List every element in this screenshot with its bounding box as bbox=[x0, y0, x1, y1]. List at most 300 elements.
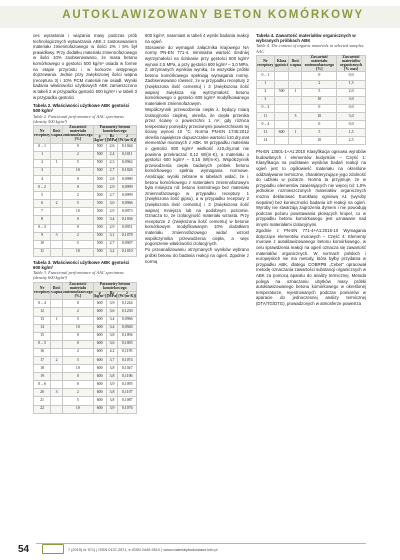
table-cell: 500 bbox=[93, 167, 106, 175]
table-cell: 2,9 bbox=[106, 208, 118, 216]
table-cell: 2,3 bbox=[106, 159, 118, 167]
table-cell: 2,9 bbox=[106, 224, 118, 232]
table-cell: 10 bbox=[302, 137, 337, 145]
table-cell: 500 bbox=[93, 232, 106, 240]
table-cell: 500 bbox=[93, 159, 106, 167]
table-2-caption bbox=[33, 103, 137, 124]
table-3 bbox=[33, 282, 137, 414]
table-cell: 10 bbox=[63, 208, 93, 216]
group-header: Parametry betonu komórkowego bbox=[93, 125, 137, 134]
table-cell: 0 bbox=[63, 381, 93, 389]
col-header: Rc [MPa] bbox=[106, 133, 118, 142]
table-cell: 0,0 bbox=[337, 104, 366, 112]
table-cell: 1 bbox=[51, 159, 63, 167]
table-row bbox=[34, 381, 137, 389]
caption-pl: Tabela 2. Właściwości użytkowe ABK gęstości 500 kg/m³ bbox=[33, 103, 130, 114]
col-header: Zawartość materiału zmiennofazowego [%] bbox=[63, 282, 93, 298]
table-cell: 5 bbox=[63, 200, 93, 208]
column-1 bbox=[33, 33, 137, 414]
table-cell bbox=[274, 72, 289, 80]
table-cell: 3,8 bbox=[106, 389, 118, 397]
table-cell: 0 bbox=[63, 373, 93, 381]
table-cell bbox=[51, 405, 63, 413]
table-cell bbox=[274, 80, 289, 88]
col-header: Rc [MPa] bbox=[106, 290, 118, 299]
table-cell: 13 bbox=[257, 129, 275, 137]
col-header: Zawartość materiałów organicznych [% mas] bbox=[337, 55, 366, 72]
table-row bbox=[34, 300, 137, 308]
table-4-caption bbox=[256, 33, 366, 54]
table-cell bbox=[51, 248, 63, 256]
table-cell: 0,0966 bbox=[118, 316, 137, 324]
table-cell: 0 bbox=[63, 224, 93, 232]
table-row bbox=[34, 184, 137, 192]
table-cell: 600 bbox=[93, 308, 106, 316]
table-cell: 500 bbox=[93, 192, 106, 200]
section-title: AUTOKLAWIZOWANY BETON KOMÓRKOWY bbox=[62, 9, 364, 21]
caption-en: Table 4. The content of organic materials in selected samples AAC bbox=[256, 43, 364, 54]
table-cell: 3,4 bbox=[106, 316, 118, 324]
table-cell: 3,4 bbox=[106, 324, 118, 332]
table-cell: 3,0 bbox=[337, 96, 366, 104]
table-4 bbox=[256, 55, 366, 145]
table-cell: 0,1010 bbox=[118, 248, 137, 256]
table-cell bbox=[51, 192, 63, 200]
table-cell: 15 bbox=[34, 332, 51, 340]
table-cell: 0 bbox=[63, 300, 93, 308]
table-row bbox=[34, 248, 137, 256]
table-row bbox=[34, 405, 137, 413]
table-cell: 4 bbox=[34, 175, 51, 183]
table-row bbox=[34, 224, 137, 232]
table-2-body bbox=[34, 143, 137, 256]
table-cell: 2 bbox=[51, 356, 63, 364]
table-cell bbox=[51, 300, 63, 308]
table-2 bbox=[33, 125, 137, 257]
table-cell: 0,0 bbox=[337, 121, 366, 129]
paragraph: 600 kg/m³, natomiast w tabeli 4 wyniki badania reakcji na ogień. bbox=[145, 33, 249, 44]
table-cell: 0 bbox=[63, 216, 93, 224]
table-cell: 500 bbox=[93, 143, 106, 151]
table-cell: 0,0951 bbox=[118, 224, 137, 232]
column-2 bbox=[145, 33, 249, 265]
table-cell: 0,0999 bbox=[118, 192, 137, 200]
table-cell: 0,1106 bbox=[118, 373, 137, 381]
table-cell bbox=[51, 184, 63, 192]
table-cell: 0,0907 bbox=[118, 240, 137, 248]
paragraph: Stosownie do wymagań załącznika krajowego NA normy PN-EN 771-4, minimalna wartość średniej wytrzymałości na ściskanie przy gęstości 500 kg/m³ wynosi 2,5 MPa, a przy gęstości 600 kg/m³ – 3,0 MPa. Z otrzymanych wyników wynika, że wszystkie próbki betonu komórkowego spełniają wymagania normy. Zaobserwowano również, że w przypadku receptury 2 (zwiększona ilość cementu) i 3 (zwiększona ilość wapna) zwiększa się wytrzymałość betonu komórkowego o gęstości 600 kg/m³ modyfikowanego materiałem zmiennofazowym. bbox=[145, 44, 249, 106]
table-row bbox=[257, 121, 366, 129]
table-cell: 0 bbox=[63, 143, 93, 151]
table-cell: 11 bbox=[34, 248, 51, 256]
table-cell: 0 bbox=[302, 104, 337, 112]
table-cell: 13 bbox=[34, 316, 51, 324]
table-cell: 2 bbox=[257, 88, 275, 96]
table-cell: 0,1044 bbox=[118, 143, 137, 151]
col-header: λ [W/(m·K)] bbox=[118, 290, 137, 299]
table-cell: 0,1074 bbox=[118, 356, 137, 364]
table-row bbox=[34, 240, 137, 248]
table-cell: 2,7 bbox=[106, 192, 118, 200]
table-cell: 500 bbox=[93, 224, 106, 232]
group-header: Parametry betonu komórkowego bbox=[93, 282, 137, 291]
col-header: Ilość wapna bbox=[289, 55, 302, 72]
table-cell: 2 bbox=[63, 389, 93, 397]
table-cell: 2 bbox=[63, 151, 93, 159]
table-cell: 3,7 bbox=[106, 356, 118, 364]
paragraph: Po przeanalizowaniu otrzymanych wyników wybrano próbki betonu do badania reakcji na ogień. Zgodnie z normą bbox=[145, 247, 249, 264]
table-cell bbox=[51, 365, 63, 373]
table-cell: 600 bbox=[274, 129, 289, 137]
table-cell bbox=[289, 137, 302, 145]
table-cell: 11 bbox=[257, 112, 275, 120]
table-cell: 600 bbox=[93, 405, 106, 413]
table-row bbox=[257, 137, 366, 145]
table-cell bbox=[51, 332, 63, 340]
table-cell: 0,1230 bbox=[118, 308, 137, 316]
table-cell: 500 bbox=[93, 208, 106, 216]
paragraph: ces wyrastania i wiązania masy podczas prób technologicznych wytwarzania ABK z zastosowaniem materiału zmiennofazowego w ilości 2% i 5% był prawidłowy. Przy dodatku materiału zmiennofazowego w ilości 10% zaobserwowano, że masa betonu komórkowego o gęstości 500 kg/m³ osiada w formie na etapie przyrostu i w komorze wstępnego dojrzewania. Jednie przy zwiększonej ilości wapna (receptura 3) i 10% PCM materiał nie osiadł. Wyniki badania właściwości użytkowych ABK zamieszczono w tabeli 2 w przypadku gęstości 500 kg/m³ i w tabeli 3 w przypadku gęstości bbox=[33, 33, 137, 100]
table-row bbox=[34, 389, 137, 397]
table-row bbox=[34, 373, 137, 381]
table-cell: 600 bbox=[93, 340, 106, 348]
table-cell: 2 bbox=[63, 348, 93, 356]
col-header: ρ [kg/m³] bbox=[93, 290, 106, 299]
table-3-body bbox=[34, 300, 137, 413]
table-cell: 2,7 bbox=[106, 240, 118, 248]
table-row bbox=[34, 192, 137, 200]
table-cell: 1 bbox=[289, 129, 302, 137]
table-cell: 0 – 2 bbox=[34, 184, 51, 192]
col-header: Nr receptury bbox=[34, 282, 51, 300]
table-cell: 3,9 bbox=[106, 300, 118, 308]
table-cell bbox=[51, 308, 63, 316]
table-cell: 2,9 bbox=[106, 184, 118, 192]
col-header: Ilość wapna bbox=[51, 125, 63, 143]
table-cell: 3 bbox=[257, 96, 275, 104]
col-header: ρ [kg/m³] bbox=[93, 133, 106, 142]
footer-divider bbox=[36, 543, 366, 544]
table-cell: 1,5 bbox=[337, 129, 366, 137]
table-cell: 0 bbox=[63, 175, 93, 183]
table-cell bbox=[289, 96, 302, 104]
table-cell: 3,8 bbox=[106, 365, 118, 373]
page-header bbox=[0, 0, 400, 33]
table-cell: 5 bbox=[63, 240, 93, 248]
table-cell: 10 bbox=[63, 167, 93, 175]
table-row bbox=[34, 324, 137, 332]
table-cell: 0 – 1 bbox=[257, 72, 275, 80]
table-row bbox=[34, 232, 137, 240]
table-row bbox=[257, 96, 366, 104]
table-row bbox=[34, 208, 137, 216]
table-cell: 0,0 bbox=[337, 72, 366, 80]
table-row bbox=[257, 88, 366, 96]
table-cell: 0 – 4 bbox=[257, 121, 275, 129]
table-cell: 16 bbox=[34, 348, 51, 356]
col-header: Ilość wapna bbox=[51, 282, 63, 300]
table-cell: 10 bbox=[63, 324, 93, 332]
table-row bbox=[34, 159, 137, 167]
table-cell: 14 bbox=[34, 324, 51, 332]
table-cell: 0,1095 bbox=[118, 381, 137, 389]
table-cell: 0,1195 bbox=[118, 348, 137, 356]
table-row bbox=[34, 340, 137, 348]
table-cell: 14 bbox=[257, 137, 275, 145]
table-cell: 10 bbox=[302, 112, 337, 120]
table-cell: 600 bbox=[93, 365, 106, 373]
table-cell: 22 bbox=[34, 405, 51, 413]
table-cell: 3,8 bbox=[106, 332, 118, 340]
table-cell: 0 bbox=[302, 121, 337, 129]
table-cell: 2,7 bbox=[106, 167, 118, 175]
table-cell: 500 bbox=[274, 88, 289, 96]
journal-info: 7 (2019) nr 571) | ISSN 0137-2971, e-ISSN 2449-951X | www.materialybudowlane.info.pl bbox=[68, 548, 218, 552]
table-cell: 3,9 bbox=[106, 381, 118, 389]
table-cell: 10 bbox=[63, 365, 93, 373]
table-cell: 5 bbox=[63, 316, 93, 324]
table-row bbox=[34, 348, 137, 356]
table-cell: 3,9 bbox=[106, 405, 118, 413]
table-row bbox=[34, 216, 137, 224]
table-cell: 600 bbox=[93, 300, 106, 308]
table-cell: 0,1087 bbox=[118, 397, 137, 405]
table-cell: 5 bbox=[34, 192, 51, 200]
table-cell: 12 bbox=[34, 308, 51, 316]
table-cell bbox=[51, 167, 63, 175]
table-cell bbox=[51, 340, 63, 348]
table-cell: 2,4 bbox=[106, 151, 118, 159]
table-cell: 0 bbox=[63, 184, 93, 192]
table-cell: 600 bbox=[93, 332, 106, 340]
table-cell: 5 bbox=[302, 88, 337, 96]
table-cell bbox=[51, 324, 63, 332]
table-cell: 600 bbox=[93, 381, 106, 389]
table-cell: 3 bbox=[51, 232, 63, 240]
table-cell: 4,2 bbox=[106, 348, 118, 356]
table-cell: 0 bbox=[63, 340, 93, 348]
table-cell: 0,1005 bbox=[118, 340, 137, 348]
table-cell: 500 bbox=[93, 151, 106, 159]
table-cell bbox=[51, 151, 63, 159]
table-cell: 5 bbox=[302, 129, 337, 137]
table-cell: 0,0973 bbox=[118, 208, 137, 216]
table-cell: 5 bbox=[63, 397, 93, 405]
table-cell: 1 bbox=[257, 80, 275, 88]
table-cell: 0,0999 bbox=[118, 184, 137, 192]
table-cell: 0,1078 bbox=[118, 232, 137, 240]
table-cell: 0,1076 bbox=[118, 405, 137, 413]
page-footer bbox=[0, 540, 400, 560]
table-4-body bbox=[257, 72, 366, 145]
table-cell: 1,5 bbox=[337, 80, 366, 88]
table-cell: 0,1107 bbox=[118, 389, 137, 397]
table-cell: 18 bbox=[34, 365, 51, 373]
table-row bbox=[34, 151, 137, 159]
table-cell: 0,0962 bbox=[118, 159, 137, 167]
table-cell: 9 bbox=[34, 232, 51, 240]
table-cell: 10 bbox=[34, 240, 51, 248]
table-cell: 0,1094 bbox=[118, 332, 137, 340]
table-cell bbox=[289, 80, 302, 88]
table-cell: 17 bbox=[34, 356, 51, 364]
table-row bbox=[34, 316, 137, 324]
table-cell bbox=[274, 112, 289, 120]
table-row bbox=[257, 80, 366, 88]
table-cell: 2,6 bbox=[106, 143, 118, 151]
caption-pl: Tabela 4. Zawartość materiałów organicznych w wybranych próbkach ABK bbox=[256, 33, 356, 44]
table-cell bbox=[51, 381, 63, 389]
table-cell: 3,0 bbox=[106, 200, 118, 208]
col-header: Zawartość materiału zmiennofazowego [%] bbox=[302, 55, 337, 72]
table-cell: 21 bbox=[34, 397, 51, 405]
table-cell: 2,5 bbox=[337, 137, 366, 145]
caption-en: Table 3. Functional performance of AAC specimens (density 600 kg/m³) bbox=[33, 270, 124, 281]
table-3-caption bbox=[33, 260, 137, 281]
table-cell: 600 bbox=[93, 324, 106, 332]
table-cell: 500 bbox=[93, 216, 106, 224]
table-row bbox=[257, 129, 366, 137]
table-cell: 2 bbox=[63, 192, 93, 200]
caption-pl: Tabela 3. Właściwości użytkowe ABK gęstości 600 kg/m³ bbox=[33, 259, 130, 271]
table-cell bbox=[51, 143, 63, 151]
table-cell: 1 bbox=[51, 316, 63, 324]
table-cell bbox=[51, 373, 63, 381]
table-cell: 600 bbox=[93, 356, 106, 364]
column-3 bbox=[256, 33, 366, 307]
table-cell: 19 bbox=[34, 373, 51, 381]
table-cell: 0,0980 bbox=[118, 175, 137, 183]
table-cell bbox=[289, 72, 302, 80]
table-cell: 3,8 bbox=[106, 373, 118, 381]
table-cell: 500 bbox=[93, 184, 106, 192]
page-number: 54 bbox=[18, 544, 30, 555]
table-cell: 500 bbox=[93, 200, 106, 208]
table-row bbox=[257, 104, 366, 112]
table-cell: 2 bbox=[34, 159, 51, 167]
table-cell: 3,1 bbox=[106, 232, 118, 240]
table-row bbox=[34, 332, 137, 340]
table-cell bbox=[274, 96, 289, 104]
table-row bbox=[34, 200, 137, 208]
caption-en: Table 2. Functional performance of AAC specimens (density 500 kg/m³) bbox=[33, 113, 124, 124]
table-row bbox=[34, 308, 137, 316]
table-cell: 500 bbox=[93, 240, 106, 248]
table-row bbox=[34, 356, 137, 364]
col-header: Zawartość materiału zmiennofazowego [%] bbox=[63, 125, 93, 142]
table-cell: 1 bbox=[34, 151, 51, 159]
table-cell: 600 bbox=[93, 348, 106, 356]
table-cell: 2,0 bbox=[337, 88, 366, 96]
table-row bbox=[34, 365, 137, 373]
table-cell: 500 bbox=[93, 248, 106, 256]
table-cell: 0 – 4 bbox=[34, 300, 51, 308]
table-cell bbox=[51, 216, 63, 224]
table-row bbox=[257, 72, 366, 80]
table-cell: 6 bbox=[34, 200, 51, 208]
table-cell: 10 bbox=[63, 405, 93, 413]
table-cell: 3,8 bbox=[106, 397, 118, 405]
table-cell: 10 bbox=[63, 248, 93, 256]
table-cell: 8 bbox=[34, 216, 51, 224]
table-cell: 600 bbox=[93, 389, 106, 397]
table-cell bbox=[289, 104, 302, 112]
table-row bbox=[34, 175, 137, 183]
table-row bbox=[34, 167, 137, 175]
table-cell: 600 bbox=[93, 397, 106, 405]
table-cell: 2 bbox=[51, 200, 63, 208]
table-cell: 0 – 3 bbox=[34, 224, 51, 232]
paragraph: PN-EN 13501-1+A1:2010 Klasyfikacja ogniowa wyrobów budowlanych i elementów budynków – Część 1: Klasyfikacja na podstawie wyników badań reakcji na ogień jest to ogółowieść materiału na określone oddziaływanie termiczne, charakteryzujące jego zdolność do udziału w pożarze. Norma ta przyjmuje, że w przypadku elementów zawierających nie więcej niż 1,0% jednolicie rozmieszczonych materiałów organicznych można deklarować Euroklasę ogniową A1 (wyroby niepalne) bez konieczności badania ich reakcji na ogień. Wyroby nie stwarzają zagrożenia dymem i nie powodują podczas pożaru powstawania płonących kropel, co w przypadku betonu komórkowego jest uznawane nad innymi materiałami izolacyjnymi. bbox=[256, 149, 366, 227]
table-cell: 2 bbox=[63, 308, 93, 316]
table-cell: 0,1047 bbox=[118, 365, 137, 373]
table-cell: 0,0940 bbox=[118, 324, 137, 332]
table-row bbox=[34, 397, 137, 405]
table-row bbox=[34, 143, 137, 151]
table-cell: 0,1011 bbox=[118, 151, 137, 159]
table-cell: 2,8 bbox=[106, 175, 118, 183]
table-cell: 10 bbox=[302, 96, 337, 104]
table-cell bbox=[51, 397, 63, 405]
table-cell: 0,0966 bbox=[118, 200, 137, 208]
paragraph: Zgodnie z PN-EN 771-4+A1:2015-10 Wymagania dotyczące elementów murowych – Część 4: Elementy murowe z autoklawizowanego betonu komórkowego, w celu sprawdzenia reakcji na ogień oznacza się zawartość materiałów organicznych. W normach polskich i europejskich nie ma metody, która byłby przydatna w przypadku ABK, dlatego COBRPB „Cebet” opracował metodę oznaczania zawartości substancji organicznych w ABK za pomocą aparatu do analizy termicznej. Metoda polega na oznaczaniu ubytków masy próbki autoklawizowanego betonu komórkowego w określonej temperaturze, rejestrowanych podczas pomiarów w aparacie do jednoczesnej analizy termicznej (DTA/TG/DTG), prowadzonych w atmosferze powietrza bbox=[256, 228, 366, 306]
table-cell bbox=[51, 348, 63, 356]
table-cell: 0,1026 bbox=[118, 167, 137, 175]
table-cell: 500 bbox=[93, 175, 106, 183]
table-cell: 600 bbox=[93, 316, 106, 324]
table-cell bbox=[274, 121, 289, 129]
table-cell: 0 – 5 bbox=[34, 340, 51, 348]
table-cell: 3 bbox=[34, 167, 51, 175]
paragraph: Współczynnik przewodzenia ciepła λ, będący miarą izolacyjności cieplnej, określa, ile ciepła przenika przez ścianę o powierzchni 1 m², gdy różnica temperatury pomiędzy przeciwnymi powierzchniami tej ściany wynosi 10 °C. Norma PN-EN 1745:2012 określa największe dopuszczalne wartości λ10,dry,mat elementów murowych z ABK. W przypadku materiału o gęstości 500 kg/m³ wielkość λ10,dry,mat nie powinna przekraczać 0,12 W/(m·K), a materiału o gęstości 600 kg/m³ – 0,15 W/(m·K). Współczynnik przewodzenia ciepła badanych próbek betonu komórkowego spełnia wymagania normowe. Analizując wyniki zebrane w tabelach widać, że i. betonu komórkowego z materiałem zmiennofazowym była mniejsza niż betonu kontrolnego bez materiału zmiennofazowego w przypadku receptury 1 (zwiększona ilość gipsu), a w przypadku receptury 2 (zwiększona ilość cementu) i 3 (zwiększona ilość wapna) mniejsza lub na podobnym poziomie. Oznacza to, że izolacyjność materiału wzrasta. Przy recepturze 2 (zwiększona ilość cementu) w betonie komórkowym modyfikowanym 10% dodatkiem materiału zmiennofazowego widać wzrost współczynnika przewodzenia ciepła, a więc pogorszenie właściwości izolacyjnych. bbox=[145, 106, 249, 247]
col-header: Nr receptury bbox=[34, 125, 51, 143]
table-cell: 7 bbox=[34, 208, 51, 216]
table-cell: 3,2 bbox=[106, 248, 118, 256]
table-cell: 3,4 bbox=[106, 216, 118, 224]
col-header: Nr receptury bbox=[257, 55, 275, 72]
table-cell bbox=[274, 137, 289, 145]
table-cell: 2 bbox=[302, 80, 337, 88]
table-cell bbox=[51, 240, 63, 248]
table-cell: 20 bbox=[34, 389, 51, 397]
table-cell: 0 bbox=[302, 72, 337, 80]
table-cell: 0 – 1 bbox=[34, 143, 51, 151]
table-cell: 600 bbox=[93, 373, 106, 381]
table-cell: 0 bbox=[63, 332, 93, 340]
table-cell: 2 bbox=[63, 232, 93, 240]
table-cell: 1 bbox=[289, 88, 302, 96]
col-header: λ [W/(m·K)] bbox=[118, 133, 137, 142]
table-cell: 3 bbox=[289, 112, 302, 120]
table-cell: 3 bbox=[51, 389, 63, 397]
table-cell: 0 – 6 bbox=[34, 381, 51, 389]
table-cell: 5 bbox=[63, 356, 93, 364]
table-cell: 3,6 bbox=[106, 308, 118, 316]
journal-logo-icon bbox=[42, 544, 64, 554]
table-cell: 3,0 bbox=[337, 112, 366, 120]
table-cell bbox=[51, 224, 63, 232]
table-row bbox=[257, 112, 366, 120]
table-cell bbox=[289, 121, 302, 129]
table-cell bbox=[274, 104, 289, 112]
table-cell bbox=[51, 208, 63, 216]
table-cell: 0,1036 bbox=[118, 216, 137, 224]
col-header: Klasa gęstości bbox=[274, 55, 289, 72]
table-cell: 3,6 bbox=[106, 340, 118, 348]
table-cell: 0 – 3 bbox=[257, 104, 275, 112]
table-cell bbox=[51, 175, 63, 183]
table-cell: 5 bbox=[63, 159, 93, 167]
